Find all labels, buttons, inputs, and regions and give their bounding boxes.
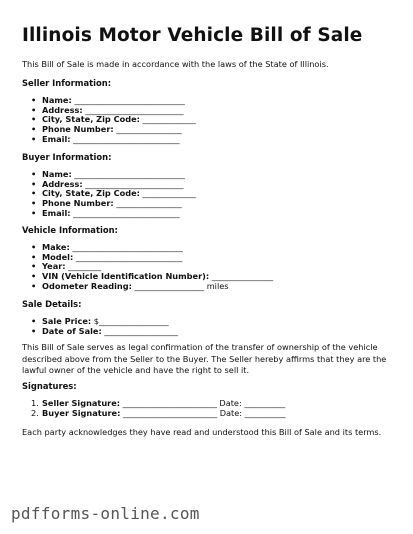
vehicle-list xyxy=(22,243,273,292)
sale-price-field[interactable]: • Sale Price: $_________________ xyxy=(22,317,178,327)
sale-date-field[interactable]: • Date of Sale: __________________ xyxy=(22,327,178,337)
buyer-phone-field[interactable]: • Phone Number: ________________ xyxy=(22,199,196,209)
watermark-footer: pdfforms-online.com xyxy=(11,504,200,523)
seller-name-field[interactable]: • Name: ___________________________ xyxy=(22,96,196,106)
sale-list xyxy=(22,317,178,336)
seller-phone-field[interactable]: • Phone Number: ________________ xyxy=(22,125,196,135)
vehicle-year-field[interactable]: • Year: ________ xyxy=(22,262,273,272)
vehicle-model-field[interactable]: • Model: __________________________ xyxy=(22,253,273,263)
buyer-list xyxy=(22,170,196,219)
closing-text: Each party acknowledges they have read and understood this Bill of Sale and its terms. xyxy=(22,427,382,437)
seller-heading: Seller Information: xyxy=(22,78,112,88)
seller-email-field[interactable]: • Email: __________________________ xyxy=(22,135,196,145)
seller-city-field[interactable]: • City, State, Zip Code: _____________ xyxy=(22,115,196,125)
seller-address-field[interactable]: • Address: ________________________ xyxy=(22,106,196,116)
vehicle-vin-field[interactable]: • VIN (Vehicle Identification Number): _______________ xyxy=(22,272,273,282)
sale-heading: Sale Details: xyxy=(22,299,82,309)
vehicle-odometer-field[interactable]: • Odometer Reading: _________________ miles xyxy=(22,282,273,292)
buyer-signature-field[interactable]: 2. Buyer Signature: _______________________ Date: __________ xyxy=(31,407,286,418)
seller-list xyxy=(22,96,196,145)
buyer-heading: Buyer Information: xyxy=(22,152,112,162)
signatures-list xyxy=(22,399,286,418)
buyer-name-field[interactable]: • Name: ___________________________ xyxy=(22,170,196,180)
document-title: Illinois Motor Vehicle Bill of Sale xyxy=(22,25,363,46)
buyer-city-field[interactable]: • City, State, Zip Code: _____________ xyxy=(22,189,196,199)
vehicle-make-field[interactable]: • Make: ___________________________ xyxy=(22,243,273,253)
buyer-address-field[interactable]: • Address: ________________________ xyxy=(22,180,196,190)
ownership-paragraph: This Bill of Sale serves as legal confirmation of the transfer of ownership of the vehicle described above from the Seller to the Buyer. The Seller hereby affirms that they are the lawful owner of the vehicle and have the right to sell it. xyxy=(22,342,387,376)
seller-signature-field[interactable]: 1. Seller Signature: _______________________ Date: __________ xyxy=(31,398,286,408)
vehicle-heading: Vehicle Information: xyxy=(22,225,118,235)
intro-text: This Bill of Sale is made in accordance with the laws of the State of Illinois. xyxy=(22,59,329,69)
signatures-heading: Signatures: xyxy=(22,381,77,391)
buyer-email-field[interactable]: • Email: __________________________ xyxy=(22,209,196,219)
